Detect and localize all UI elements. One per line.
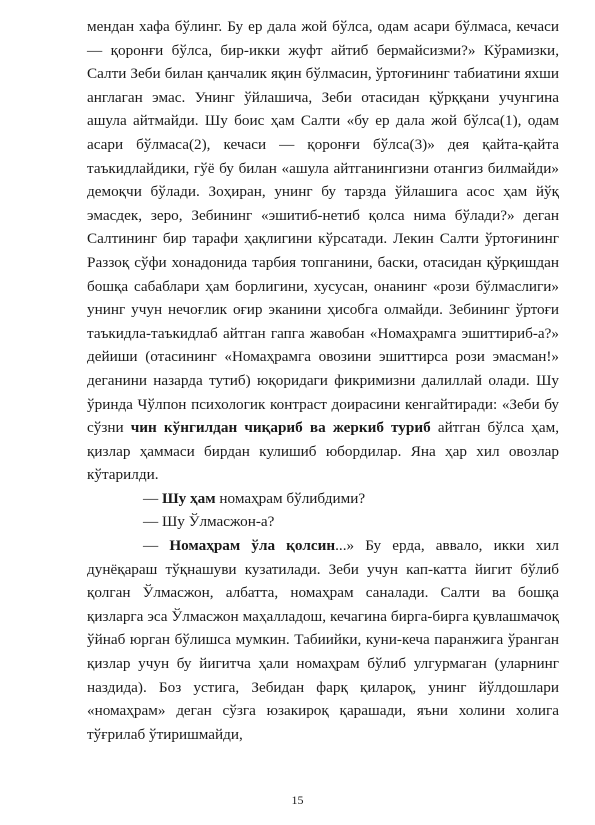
- paragraph: [87, 15, 559, 487]
- bold-phrase: чин кўнгилдан чиқариб ва жеркиб туриб: [130, 419, 431, 437]
- bold-phrase: Шу ҳам: [161, 489, 216, 507]
- dialogue-dash: —: [143, 537, 170, 555]
- dialogue-dash: —: [143, 489, 162, 507]
- dialogue-line: [87, 510, 559, 534]
- bold-phrase: Номаҳрам ўла қолсин: [169, 537, 336, 555]
- body-text: [87, 15, 559, 746]
- page-number: 15: [291, 793, 304, 807]
- paragraph-text: мендан хафа бўлинг. Бу ер дала жой бўлса, одам асари бўлмаса, кечаси — қоронғи бўлса, бир-икки жуфт айтиб бермайсизми?» Кўрамизки, Салти Зеби билан қанчалик яқин бўлмасин, ўртоғининг табиатини яхши англаган эмас. Унинг ўйлашича, Зеби отасидан қўрққани учунгина ашула айтмайди. Шу боис ҳам Салти «бу ер дала жой бўлса(1), одам асари бўлмаса(2), кечаси — қоронғи бўлса(3)» дея қайта-қайта таъкидлайдики, гўё бу билан «ашула айтганингизни отангиз билмайди» демоқчи бўлади. Зоҳиран, унинг бу тарзда ўйлашига асос ҳам йўқ эмасдек, зеро, Зебининг «эшитиб-нетиб қолса нима бўлади?» деган Салтининг бир тарафи ҳақлигини кўрсатади. Лекин Салти ўртоғининг Раззоқ сўфи хонадонида тарбия топганини, баски, отасидан қўрқишдан бошқа сабаблари ҳам борлигини, хусусан, онанинг «рози бўлмаслиги» унинг учун нечоғлик оғир эканини ҳисобга олмайди. Зебининг ўртоғи таъкидла-таъкидлаб айтган гапга жавобан «Номаҳрамга эшиттириб-а?» дейиши (отасининг «Номаҳрамга овозини эшиттирса рози эмасман!» деганини назарда тутиб) юқоридаги фикримизни далиллай олади. Шу ўринда Чўлпон психологик контраст доирасини кенгайтиради: «Зеби бу сўзни: [87, 18, 559, 437]
- dialogue-text: — Шу Ўлмасжон-а?: [143, 513, 275, 531]
- paragraph: [87, 534, 559, 746]
- paragraph-text: айтган бўлса ҳам, қизлар ҳаммаси бирдан кулишиб юбордилар. Яна ҳар хил овозлар кўтарилди.: [87, 419, 559, 484]
- dialogue-line: [87, 487, 559, 511]
- dialogue-text: номаҳрам бўлибдими?: [215, 489, 366, 507]
- paragraph-text: ...» Бу ерда, аввало, икки хил дунёқараш тўқнашуви кузатилади. Зеби учун кап-катта йигит бўлиб қолган Ўлмасжон, албатта, номаҳрам саналади. Салти ва бошқа қизларга эса Ўлмасжон маҳалладош, кечагина бирга-бирга қувлашмачоқ ўйнаб юрган бўлишса мумкин. Табиийки, куни-кеча паранжига ўранган қизлар учун бу йигитча ҳали номаҳрам бўлиб улгурмаган (уларнинг наздида). Боз устига, Зебидан фарқ қилароқ, унинг йўлдошлари «номаҳрам» деган сўзга юзакироқ қарашади, яъни холини холига тўғрилаб ўтиришмайди,: [87, 537, 560, 743]
